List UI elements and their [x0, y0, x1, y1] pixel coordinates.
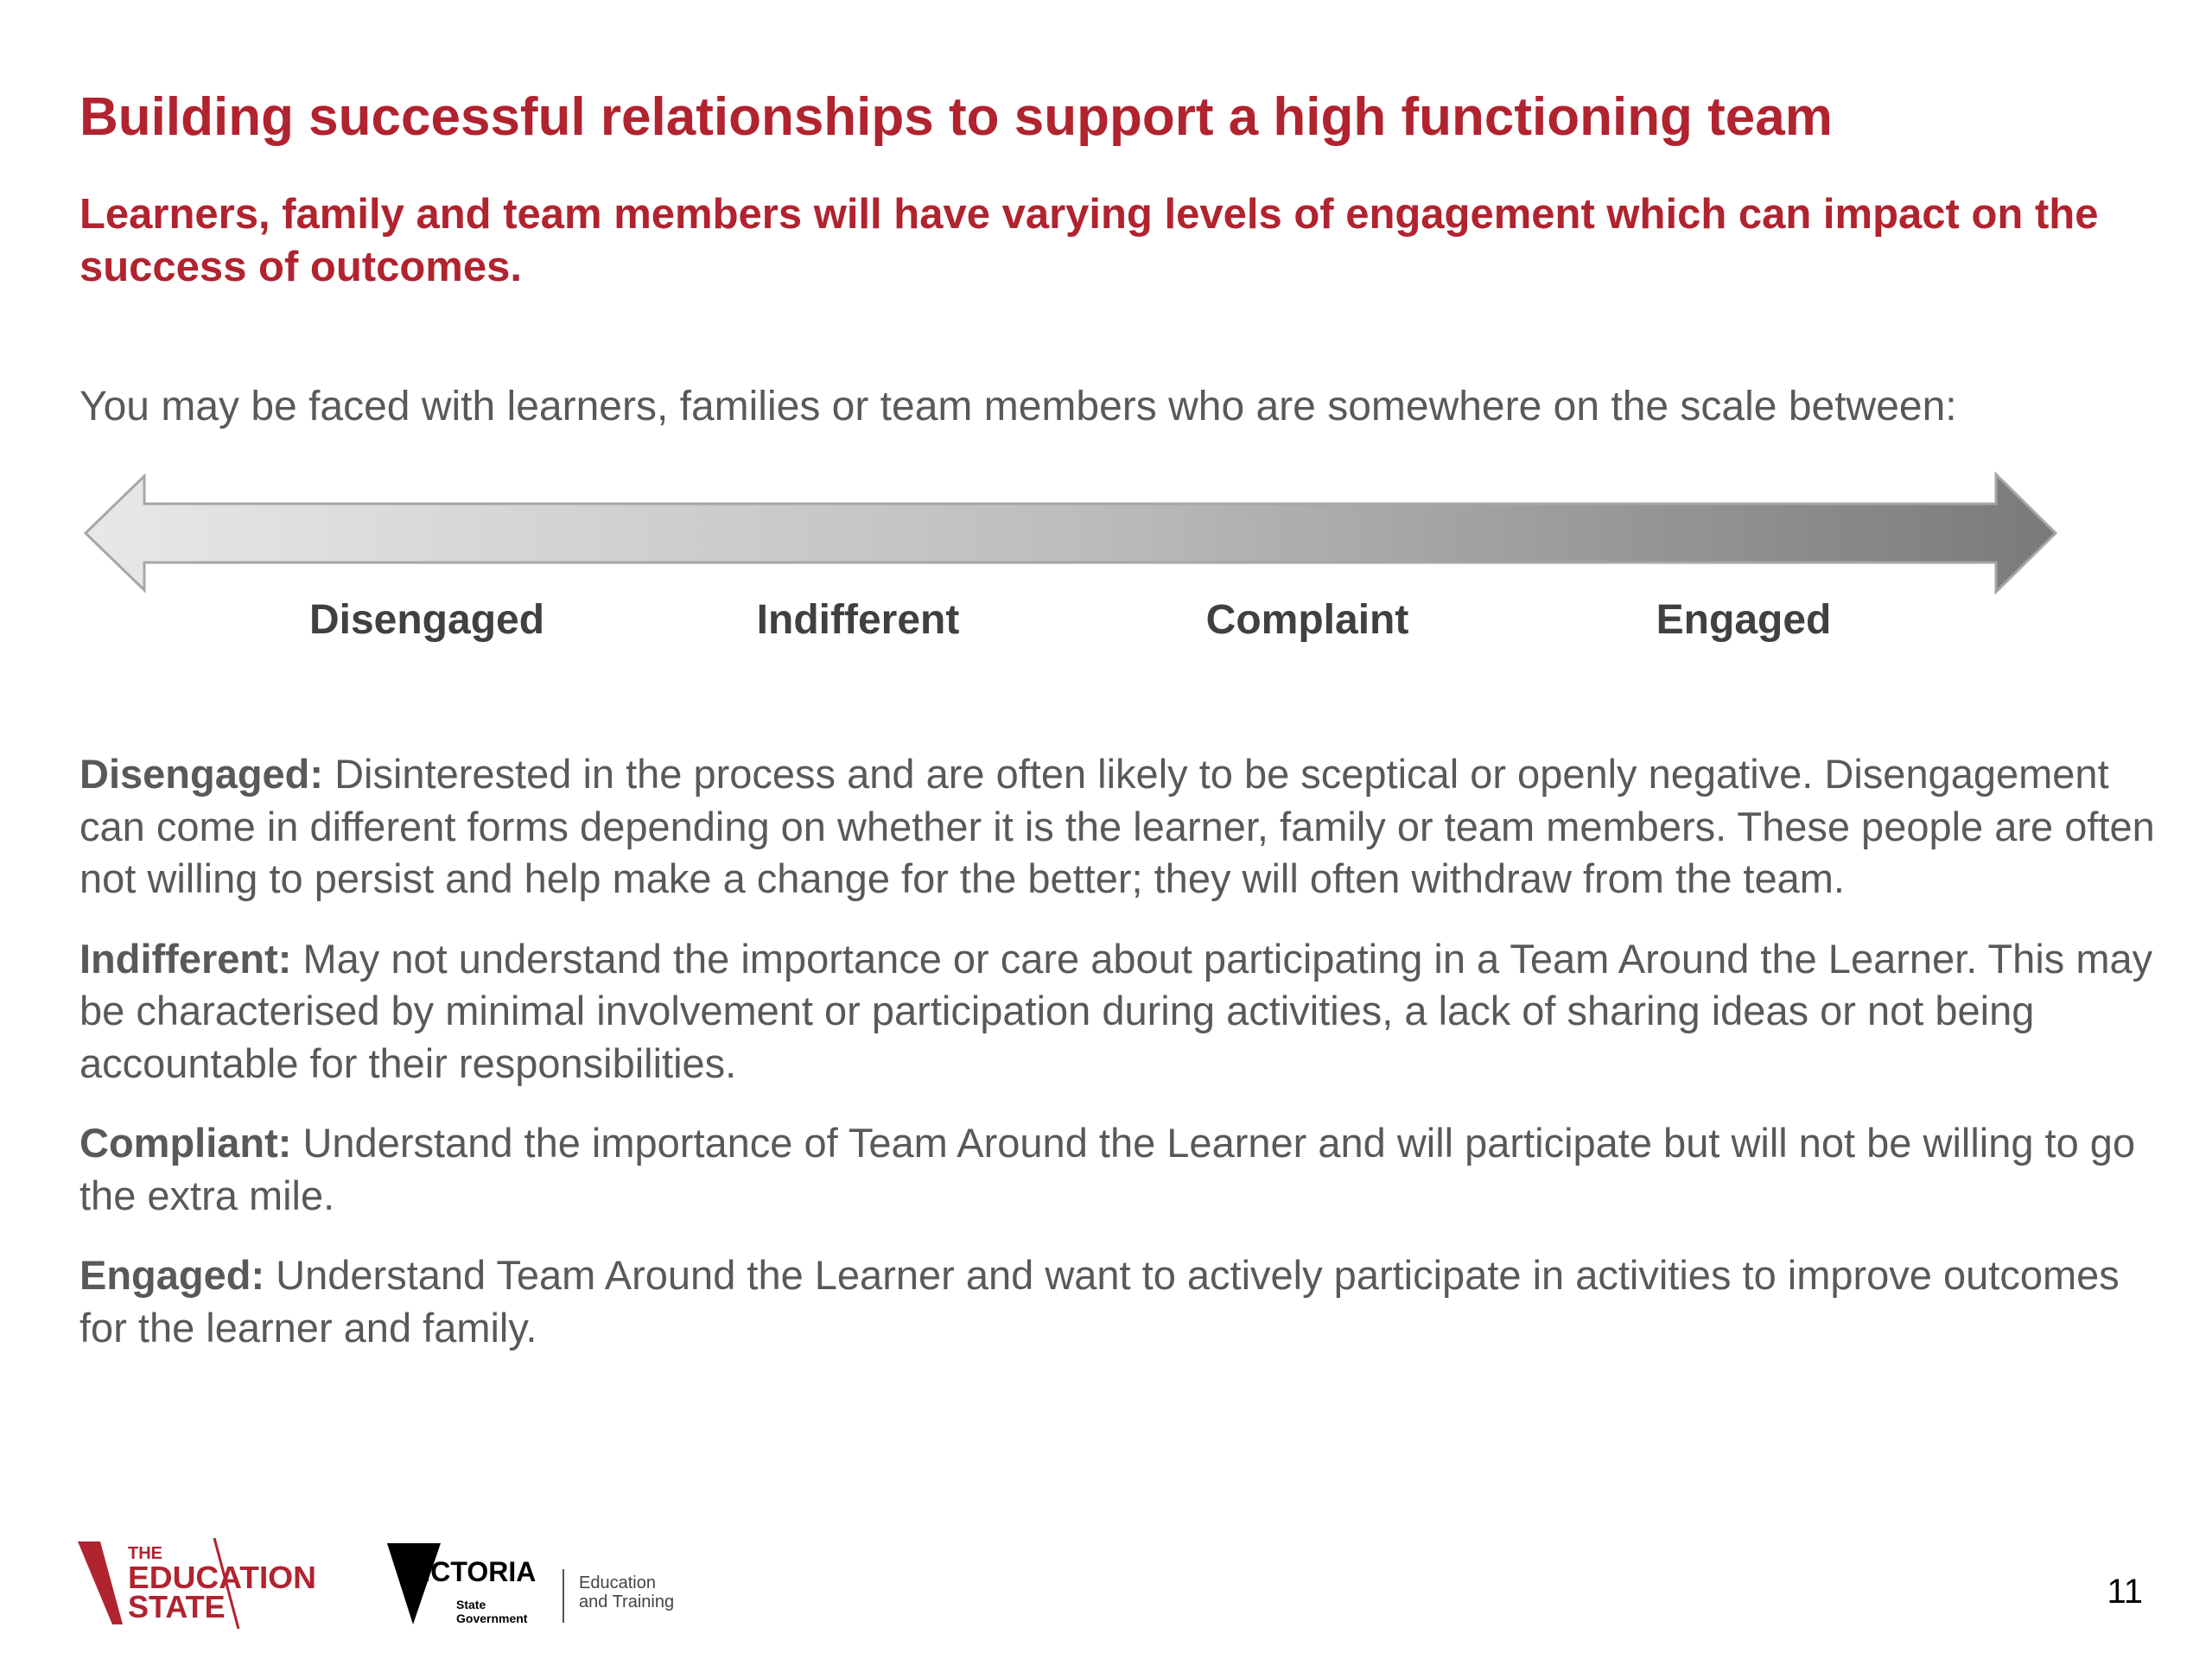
victoria-sub1: State — [456, 1598, 486, 1611]
definition-text: Understand the importance of Team Around the Learner and will participate but will not be willing to go the extra mile. — [79, 1120, 2136, 1218]
victoria-government-logo — [387, 1543, 674, 1625]
education-state-line3: STATE — [128, 1589, 226, 1624]
definition-term: Indifferent: — [79, 935, 292, 982]
scale-label-indifferent: Indifferent — [756, 597, 960, 643]
scale-label-disengaged: Disengaged — [308, 597, 545, 643]
education-state-line2: EDUCATION — [128, 1560, 316, 1595]
intro-text: You may be faced with learners, families or team members who are somewhere on the scale between: — [79, 384, 1957, 429]
definition-term: Engaged: — [79, 1252, 265, 1298]
engagement-scale-arrow — [82, 471, 2061, 596]
education-state-logo — [78, 1538, 316, 1629]
page-number: 11 — [2107, 1573, 2143, 1611]
definition-text: May not understand the importance or care about participating in a Team Around the Learner. This may be characterised by minimal involvement or participation during activities, a lack of sharing ideas or not being accountable for their responsibilities. — [79, 935, 2153, 1086]
definition-compliant — [79, 1117, 2171, 1222]
victoria-sub2: Government — [456, 1611, 528, 1625]
scale-label-complaint: Complaint — [1205, 597, 1409, 643]
definition-disengaged — [79, 748, 2171, 906]
definition-text: Disinterested in the process and are often likely to be sceptical or openly negative. Disengagement can come in different forms depending on whether it is the learner, family or team members. These people are often not willing to persist and help make a change for the better; they will often withdraw from the team. — [79, 751, 2155, 901]
definition-text: Understand Team Around the Learner and want to actively participate in activities to improve outcomes for the learner and family. — [79, 1252, 2120, 1351]
definition-engaged — [79, 1249, 2171, 1354]
definition-indifferent — [79, 933, 2171, 1090]
slide-title: Building successful relationships to support a high functioning team — [79, 87, 1833, 147]
definition-term: Compliant: — [79, 1120, 292, 1166]
department-line1: Education — [579, 1573, 656, 1592]
education-state-line1: THE — [128, 1544, 162, 1563]
definition-term: Disengaged: — [79, 751, 324, 797]
definitions-list — [79, 748, 2171, 1382]
slide-subtitle: Learners, family and team members will have varying levels of engagement which can impact on the success of outcomes. — [79, 191, 2099, 290]
department-line2: and Training — [579, 1592, 675, 1611]
footer-logos — [78, 1538, 700, 1633]
scale-label-engaged: Engaged — [1656, 597, 1832, 643]
victoria-wordmark: VICTORIA — [404, 1556, 537, 1587]
